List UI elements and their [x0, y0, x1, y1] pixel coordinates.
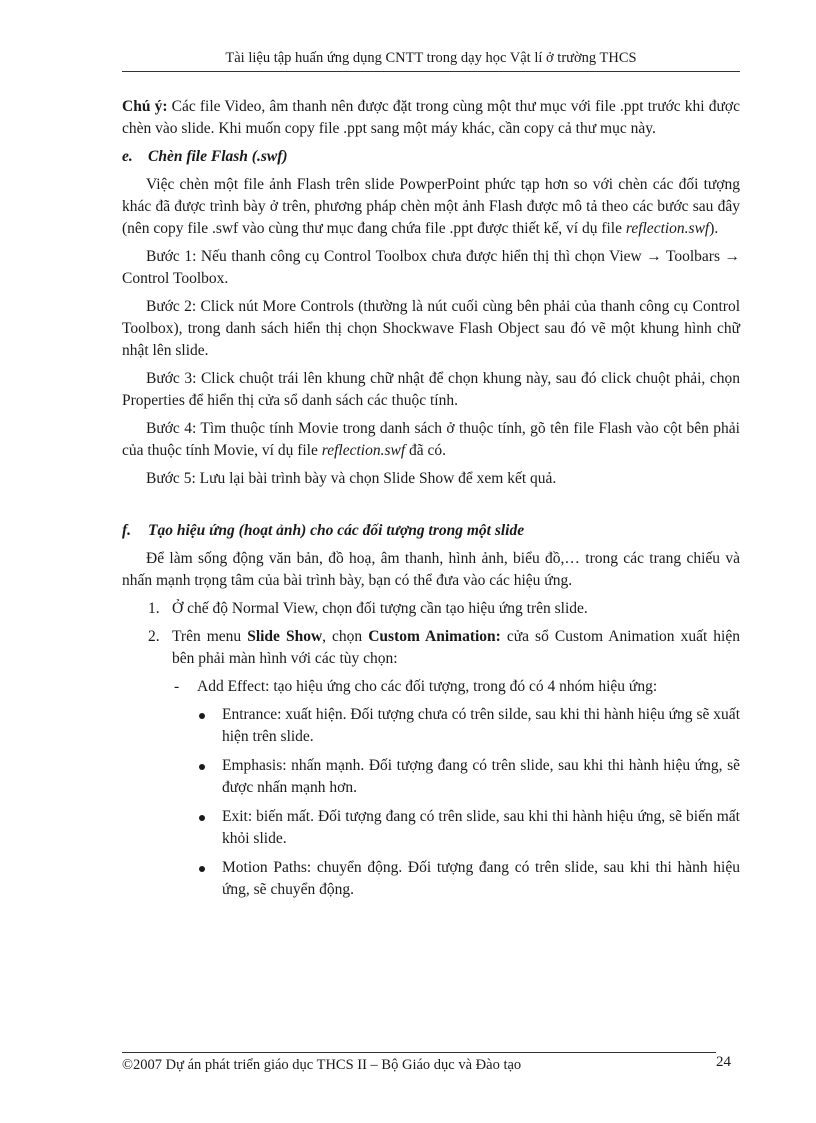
section-e-intro-text: Việc chèn một file ảnh Flash trên slide PowperPoint phức tạp hơn so với chèn các đối tượng khác đã được trình bày ở trên, phương pháp chèn một ảnh Flash được mô tả theo các bước sau đây (nên copy file .swf vào cùng thư mục đang chứa file .ppt được thiết kế, ví dụ file — [122, 176, 740, 237]
note-text: Các file Video, âm thanh nên được đặt trong cùng một thư mục với file .ppt trước khi được chèn vào slide. Khi muốn copy file .ppt sang một máy khác, cần copy cả thư mục này. — [122, 98, 740, 137]
list-item-text: Ở chế độ Normal View, chọn đối tượng cần tạo hiệu ứng trên slide. — [172, 600, 588, 617]
page-number: 24 — [716, 1054, 731, 1070]
section-e-intro-file: reflection.swf — [625, 220, 710, 237]
section-e-heading — [122, 146, 740, 168]
add-effect-text: Add Effect: tạo hiệu ứng cho các đối tượng, trong đó có 4 nhóm hiệu ứng: — [197, 678, 658, 695]
section-e-title: Chèn file Flash (.swf) — [148, 148, 288, 165]
effect-bullet-emphasis — [122, 755, 740, 799]
footer-divider — [122, 1052, 716, 1053]
header-divider — [122, 71, 740, 72]
list-number: 1. — [148, 600, 160, 617]
bullet-text: Emphasis: nhấn mạnh. Đối tượng đang có trên slide, sau khi thi hành hiệu ứng, sẽ được nhấn mạnh hơn. — [222, 757, 740, 796]
section-f-intro: Để làm sống động văn bản, đồ hoạ, âm thanh, hình ảnh, biểu đồ,… trong các trang chiếu và nhấn mạnh trọng tâm của bài trình bày, bạn có thể đưa vào các hiệu ứng. — [122, 550, 740, 589]
bullet-text: Exit: biến mất. Đối tượng đang có trên slide, sau khi thi hành hiệu ứng, sẽ biến mất khỏi slide. — [222, 808, 740, 847]
footer-copyright: ©2007 Dự án phát triển giáo dục THCS II – Bộ Giáo dục và Đào tạo — [122, 1057, 522, 1073]
list-number: 2. — [148, 628, 160, 645]
list-item-text: , chọn — [322, 628, 369, 645]
step-4-end: đã có. — [405, 442, 447, 459]
effect-bullet-entrance — [122, 704, 740, 748]
section-f-heading — [122, 520, 740, 542]
step-1: Bước 1: Nếu thanh công cụ Control Toolbox chưa được hiển thị thì chọn View → Toolbars → Control Toolbox. — [122, 248, 740, 287]
list-item-text: Trên menu — [172, 628, 248, 645]
note-paragraph — [122, 96, 740, 140]
effect-bullet-exit — [122, 806, 740, 850]
step-4-text: Bước 4: Tìm thuộc tính Movie trong danh sách ở thuộc tính, gõ tên file Flash vào cột bên phải của thuộc tính Movie, ví dụ file — [122, 420, 740, 459]
dash-marker: - — [174, 678, 180, 695]
custom-animation-command: Custom Animation: — [368, 628, 501, 645]
step-2: Bước 2: Click nút More Controls (thường là nút cuối cùng bên phải của thanh công cụ Control Toolbox), trong danh sách hiển thị chọn Shockwave Flash Object sau đó vẽ một khung hình chữ nhật lên slide. — [122, 298, 740, 359]
step-5: Bước 5: Lưu lại bài trình bày và chọn Slide Show để xem kết quả. — [146, 470, 557, 487]
bullet-icon — [199, 764, 205, 770]
bullet-text: Entrance: xuất hiện. Đối tượng chưa có trên silde, sau khi thi hành hiệu ứng sẽ xuất hiện trên slide. — [222, 706, 740, 745]
section-e-intro — [122, 174, 740, 240]
slide-show-menu: Slide Show — [247, 628, 323, 645]
page-header: Tài liệu tập huấn ứng dụng CNTT trong dạy học Vật lí ở trường THCS — [225, 50, 637, 66]
section-f-label: f. — [122, 522, 132, 539]
add-effect-item — [122, 676, 740, 698]
list-item-text: cửa sổ Custom Animation xuất hiện bên phải màn hình với các tùy chọn: — [172, 628, 740, 667]
step-3: Bước 3: Click chuột trái lên khung chữ nhật để chọn khung này, sau đó click chuột phải, chọn Properties để hiển thị cửa sổ danh sách các thuộc tính. — [122, 370, 740, 409]
effect-bullet-motion-paths — [122, 857, 740, 901]
section-e-label: e. — [122, 148, 133, 165]
section-e-intro-end: ). — [709, 220, 719, 237]
bullet-icon — [199, 866, 205, 872]
list-item — [122, 598, 740, 620]
bullet-icon — [199, 815, 205, 821]
step-4 — [122, 418, 740, 462]
bullet-icon — [199, 713, 205, 719]
list-item — [122, 626, 740, 670]
bullet-text: Motion Paths: chuyển động. Đối tượng đang có trên slide, sau khi thi hành hiệu ứng, sẽ chuyển động. — [222, 859, 740, 898]
note-label: Chú ý: — [122, 98, 168, 115]
section-f-title: Tạo hiệu ứng (hoạt ảnh) cho các đối tượng trong một slide — [148, 522, 525, 539]
step-4-file: reflection.swf — [321, 442, 406, 459]
page-body — [122, 96, 740, 908]
